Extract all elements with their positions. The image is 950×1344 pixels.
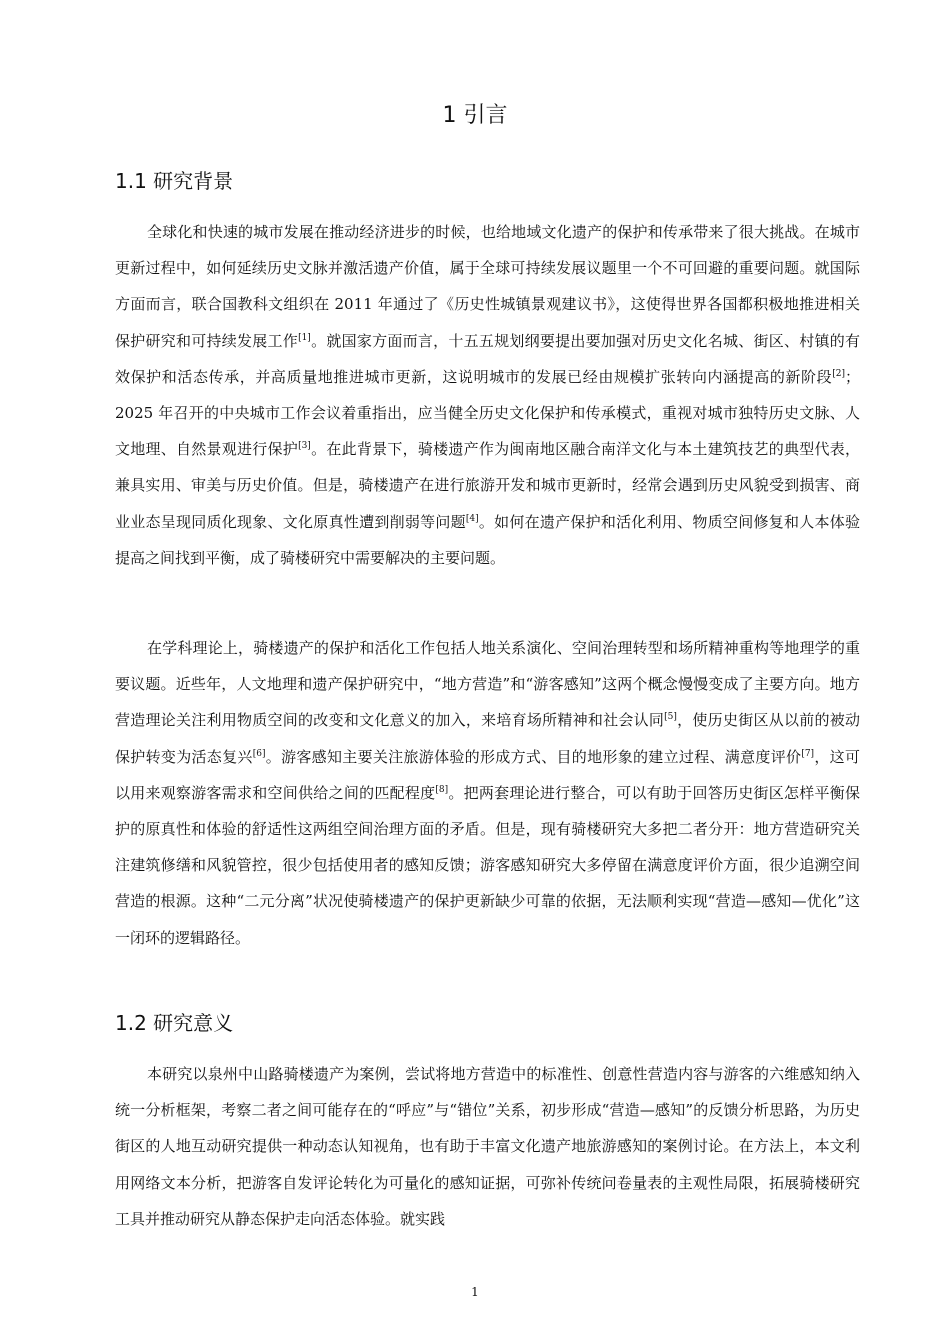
citation-ref: [1]	[298, 332, 311, 343]
paragraph-text: 全球化和快速的城市发展在推动经济进步的时候，也给地域文化遗产的保护和传承带来了很大挑战。在城市更新过程中，如何延续历史文脉并激活遗产价值，属于全球可持续发展议题里一个不可回避的重要问题。就国际方面而言，联合国教科文组织在 2011 年通过了《历史性城镇景观建议书》，这使得世界各国都积极地推进相关保护研究和可持续发展工作	[115, 223, 860, 350]
paragraph-background-2	[115, 630, 860, 956]
page-number: 1	[471, 1285, 479, 1299]
citation-ref: [4]	[465, 513, 479, 524]
paragraph-text: 。把两套理论进行整合，可以有助于回答历史街区怎样平衡保护的原真性和体验的舒适性这两组空间治理方面的矛盾。但是，现有骑楼研究大多把二者分开：地方营造研究关注建筑修缮和风貌管控，很少包括使用者的感知反馈；游客感知研究大多停留在满意度评价方面，很少追溯空间营造的根源。这种“二元分离”状况使骑楼遗产的保护更新缺少可靠的依据，无法顺利实现“营造—感知—优化”这一闭环的逻辑路径。	[115, 783, 860, 947]
paragraph-text: 本研究以泉州中山路骑楼遗产为案例，尝试将地方营造中的标准性、创意性营造内容与游客的六维感知纳入统一分析框架，考察二者之间可能存在的“呼应”与“错位”关系，初步形成“营造—感知”的反馈分析思路，为历史街区的人地互动研究提供一种动态认知视角，也有助于丰富文化遗产地旅游感知的案例讨论。在方法上，本文利用网络文本分析，把游客自发评论转化为可量化的感知证据，可弥补传统问卷量表的主观性局限，拓展骑楼研究工具并推动研究从静态保护走向活态体验。就实践	[115, 1065, 860, 1228]
paragraph-background-1	[115, 214, 860, 576]
citation-ref: [3]	[298, 441, 311, 452]
citation-ref: [8]	[435, 784, 449, 795]
paragraph-significance-1	[115, 1056, 860, 1237]
section-heading-background: 1.1 研究背景	[115, 169, 234, 193]
paragraph-text: 。游客感知主要关注旅游体验的形成方式、目的地形象的建立过程、满意度评价	[265, 747, 802, 766]
citation-ref: [6]	[252, 748, 266, 759]
paragraph-text: 。在此背景下，骑楼遗产作为闽南地区融合南洋文化与本土建筑技艺的典型代表，兼具实用、审美与历史价值。但是，骑楼遗产在进行旅游开发和城市更新时，经常会遇到历史风貌受到损害、商业业态呈现同质化现象、文化原真性遭到削弱等问题	[115, 440, 860, 531]
paragraph-text: ，使历史街区从以前的被动保护转变为活态复兴	[115, 711, 860, 766]
page-title: 1 引言	[442, 103, 508, 128]
citation-ref: [7]	[801, 748, 815, 759]
paragraph-text: 。就国家方面而言，十五五规划纲要提出要加强对历史文化名城、街区、村镇的有效保护和活态传承，并高质量地推进城市更新，这说明城市的发展已经由规模扩张转向内涵提高的新阶段	[115, 331, 860, 386]
paragraph-text: 在学科理论上，骑楼遗产的保护和活化工作包括人地关系演化、空间治理转型和场所精神重构等地理学的重要议题。近些年，人文地理和遗产保护研究中，“地方营造”和“游客感知”这两个概念慢慢变成了主要方向。地方营造理论关注利用物质空间的改变和文化意义的加入，来培育场所精神和社会认同	[115, 639, 860, 730]
section-heading-significance: 1.2 研究意义	[115, 1011, 234, 1035]
citation-ref: [5]	[664, 712, 677, 723]
paragraph-text: ；2025 年召开的中央城市工作会议着重指出，应当健全历史文化保护和传承模式，重视对城市独特历史文脉、人文地理、自然景观进行保护	[115, 367, 860, 459]
paragraph-text: ，这可以用来观察游客需求和空间供给之间的匹配程度	[115, 747, 860, 802]
paragraph-text: 。如何在遗产保护和活化利用、物质空间修复和人本体验提高之间找到平衡，成了骑楼研究中需要解决的主要问题。	[115, 512, 860, 567]
citation-ref: [2]	[832, 368, 845, 379]
